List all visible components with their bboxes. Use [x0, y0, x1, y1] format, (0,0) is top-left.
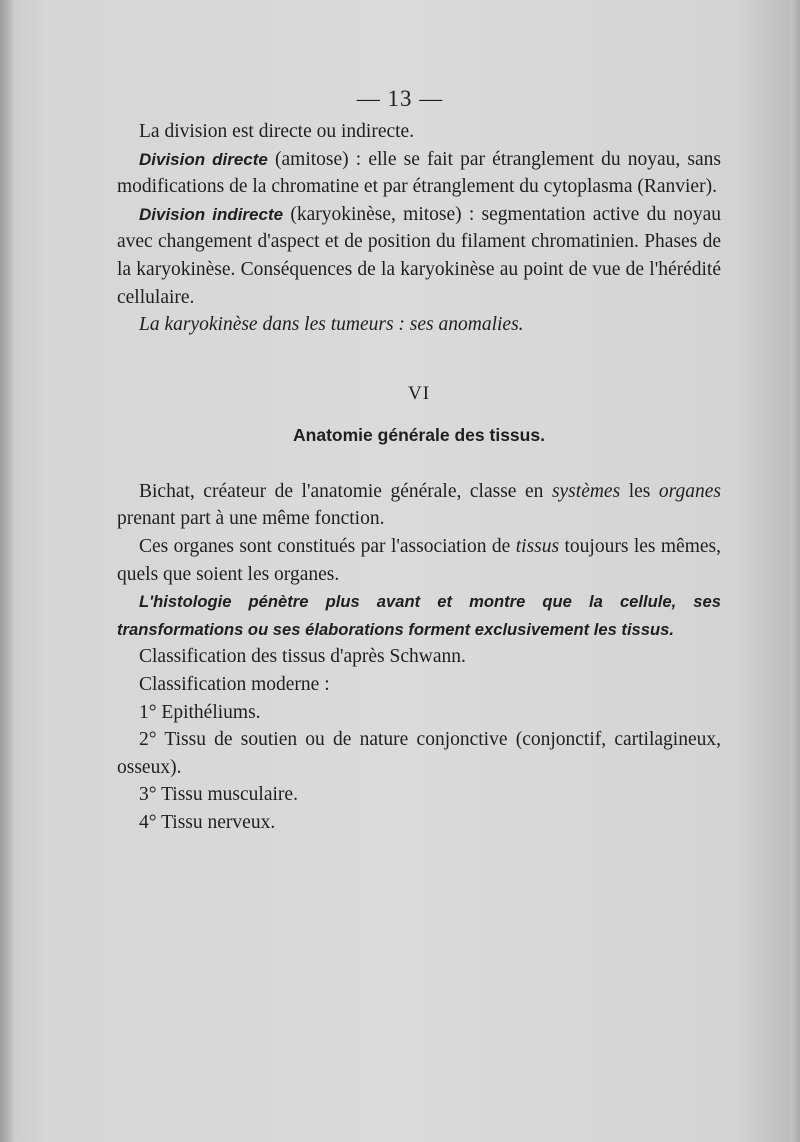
paragraph-division-indirecte	[117, 201, 721, 311]
division-directe-label: Division directe	[139, 149, 268, 169]
organes-text-b: toujours les mêmes, quels que soient les organes.	[117, 535, 721, 585]
bichat-em-organes: organes	[658, 480, 721, 502]
intro-line: La division est directe ou indirecte.	[139, 121, 415, 142]
list-item-tissu-musculaire: 3° Tissu musculaire.	[139, 784, 298, 806]
paragraph-classification-moderne: Classification moderne :	[139, 673, 330, 695]
bichat-text-c: prenant part à une même fonction.	[117, 508, 385, 530]
paragraph-division-directe	[117, 146, 721, 201]
section-title: Anatomie générale des tissus.	[293, 424, 545, 445]
page-number: — 13 —	[356, 86, 444, 111]
list-item-tissu-nerveux: 4° Tissu nerveux.	[139, 811, 276, 833]
paragraph-histologie: L'histologie pénètre plus avant et montre que la cellule, ses transformations ou ses élaborations forment exclusivement les tissus.	[117, 592, 721, 639]
organes-text-a: Ces organes sont constitués par l'association de	[139, 535, 516, 557]
page-content	[117, 118, 721, 836]
list-item-epitheliums: 1° Epithéliums.	[139, 701, 261, 723]
bichat-text-b: les	[620, 480, 659, 502]
page-edge-left	[0, 0, 14, 1142]
organes-em-tissus: tissus	[515, 535, 560, 557]
list-item-tissu-soutien: 2° Tissu de soutien ou de nature conjonctive (conjonctif, cartilagineux, osseux).	[117, 729, 721, 778]
division-directe-text: (amitose) : elle se fait par étranglement du noyau, sans modifications de la chromatine et par étranglement du cytoplasma (Ranvier).	[117, 148, 721, 198]
paragraph-bichat	[117, 478, 721, 533]
section-number: VI	[407, 382, 431, 404]
division-indirecte-label: Division indirecte	[139, 204, 284, 224]
bichat-em-systemes: systèmes	[551, 480, 621, 502]
paragraph-schwann: Classification des tissus d'après Schwann.	[139, 646, 466, 668]
division-indirecte-text: (karyokinèse, mitose) : segmentation active du noyau avec changement d'aspect et de position du filament chromatinien. Phases de la karyokinèse. Conséquences de la karyokinèse au point de vue de l'hérédité cellulaire.	[117, 203, 721, 308]
bichat-text-a: Bichat, créateur de l'anatomie générale, classe en	[139, 480, 552, 502]
paragraph-tumeurs: La karyokinèse dans les tumeurs : ses anomalies.	[139, 314, 524, 336]
page-edge-right	[790, 0, 800, 1142]
paragraph-organes	[117, 533, 721, 588]
